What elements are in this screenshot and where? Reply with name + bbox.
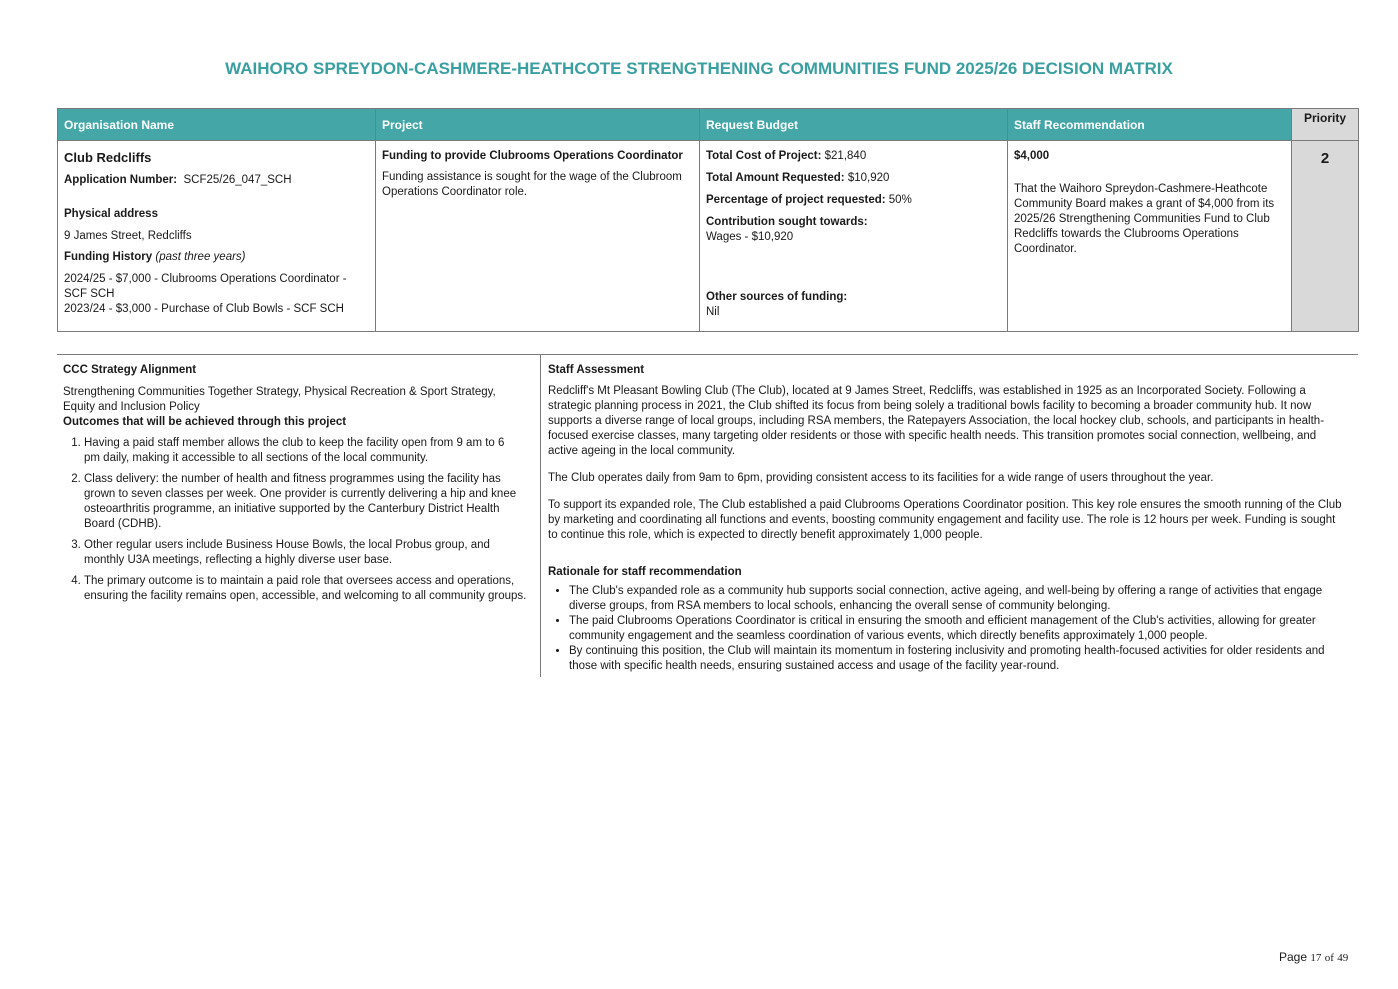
assessment-section — [57, 354, 1358, 677]
list-item: • By continuing this position, the Club will maintain its momentum in fostering inclusivity and promoting health-focused activities for older residents and those with specific health needs, ensuring sustained access and usage of the facility year-round. — [569, 644, 1354, 674]
strategy-text: Strengthening Communities Together Strategy, Physical Recreation & Sport Strategy, Equity and Inclusion Policy — [63, 386, 496, 413]
organisation-name: Club Redcliffs — [64, 150, 152, 165]
project-cell — [376, 141, 700, 332]
header-priority: Priority — [1292, 109, 1359, 141]
header-request-budget: Request Budget — [700, 109, 1008, 141]
list-item: 2. Class delivery: the number of health and fitness programmes using the facility has grown to seven classes per week. One provider is currently delivering a hip and knee osteoarthritis programme, an initiative supported by the Canterbury District Health Board (CDHB). — [84, 472, 529, 532]
project-description: Funding assistance is sought for the wage of the Clubroom Operations Coordinator role. — [382, 171, 682, 198]
funding-history-item: 2023/24 - $3,000 - Purchase of Club Bowls - SCF SCH — [64, 303, 344, 315]
assessment-paragraph: To support its expanded role, The Club established a paid Clubrooms Operations Coordinator position. This key role ensures the smooth running of the Club by marketing and coordinating all functions and events, boosting community engagement and facility use. The role is 12 hours per week. Funding is sought to continue this role, which is expected to directly benefit approximately 1,000 people. — [548, 499, 1342, 541]
list-item: 3. Other regular users include Business House Bowls, the local Probus group, and monthly U3A meetings, reflecting a highly diverse user base. — [84, 538, 529, 568]
project-title: Funding to provide Clubrooms Operations Coordinator — [382, 150, 683, 162]
list-item: • The Club's expanded role as a community hub supports social connection, active ageing, and well-being by offering a range of activities that engage diverse groups, from RSA members to local schools, enhancing the overall sense of community belonging. — [569, 584, 1354, 614]
staff-assessment-column — [542, 355, 1358, 677]
contribution-value: Wages - $10,920 — [706, 231, 794, 243]
page-number: Page 17 of 49 — [1279, 950, 1349, 964]
strategy-heading: CCC Strategy Alignment — [63, 364, 197, 376]
application-number: Application Number: SCF25/26_047_SCH — [64, 174, 292, 186]
percentage-requested: Percentage of project requested: 50% — [706, 194, 912, 206]
funding-history-label: Funding History (past three years) — [64, 251, 246, 263]
budget-cell — [700, 141, 1008, 332]
assessment-paragraph: Redcliff's Mt Pleasant Bowling Club (The Club), located at 9 James Street, Redcliffs, was established in 1925 as an Incorporated Society. Following a strategic planning process in 2021, the Club shifted its focus from being solely a traditional bowls facility to becoming a broader community hub. It now supports a diverse range of local groups, including RSA members, the Ratepayers Association, the local hockey club, schools, and participants in health-focused exercise classes, many targeting older residents or those with specific health needs. This transition promotes social connection, wellbeing, and active ageing in the local community. — [548, 385, 1325, 457]
priority-value: 2 — [1320, 150, 1330, 167]
document-title: WAIHORO SPREYDON-CASHMERE-HEATHCOTE STRENGTHENING COMMUNITIES FUND 2025/26 DECISION MATRIX — [225, 59, 1173, 78]
outcomes-list — [63, 436, 540, 604]
outcomes-heading: Outcomes that will be achieved through this project — [63, 416, 347, 428]
recommendation-text: That the Waihoro Spreydon-Cashmere-Heathcote Community Board makes a grant of $4,000 from its 2025/26 Strengthening Communities Fund to Club Redcliffs towards the Clubrooms Operations Coordinator. — [1014, 183, 1275, 255]
header-project: Project — [376, 109, 700, 141]
amount-requested: Total Amount Requested: $10,920 — [706, 172, 890, 184]
priority-cell — [1292, 141, 1359, 332]
list-item: 4. The primary outcome is to maintain a paid role that oversees access and operations, ensuring the facility remains open, accessible, and welcoming to all community groups. — [84, 574, 536, 604]
decision-matrix-table — [57, 108, 1359, 332]
other-funding-value: Nil — [706, 306, 720, 318]
recommendation-cell — [1008, 141, 1292, 332]
list-item: • The paid Clubrooms Operations Coordinator is critical in ensuring the smooth and efficient management of the Club's activities, allowing for greater community engagement and the seamless coordination of various events, which directly benefits approximately 1,000 people. — [569, 614, 1359, 644]
contribution-label: Contribution sought towards: — [706, 216, 868, 228]
other-funding-label: Other sources of funding: — [706, 291, 848, 303]
rationale-heading: Rationale for staff recommendation — [548, 566, 742, 578]
assessment-heading: Staff Assessment — [548, 364, 645, 376]
physical-address: 9 James Street, Redcliffs — [64, 230, 192, 242]
table-row — [58, 141, 1359, 332]
assessment-paragraph: The Club operates daily from 9am to 6pm, providing consistent access to its facilities for a wide range of users throughout the year. — [548, 472, 1214, 484]
header-staff-recommendation: Staff Recommendation — [1008, 109, 1292, 141]
organisation-cell — [58, 141, 376, 332]
address-label: Physical address — [64, 208, 158, 220]
total-cost: Total Cost of Project: $21,840 — [706, 150, 867, 162]
table-header-row — [58, 109, 1359, 141]
funding-history-item: 2024/25 - $7,000 - Clubrooms Operations Coordinator - SCF SCH — [64, 273, 347, 300]
strategy-column — [57, 355, 541, 677]
list-item: 1. Having a paid staff member allows the club to keep the facility open from 9 am to 6 pm daily, making it accessible to all sections of the local community. — [84, 436, 514, 466]
rationale-list — [548, 584, 1358, 674]
header-organisation: Organisation Name — [58, 109, 376, 141]
recommended-amount: $4,000 — [1014, 150, 1050, 162]
